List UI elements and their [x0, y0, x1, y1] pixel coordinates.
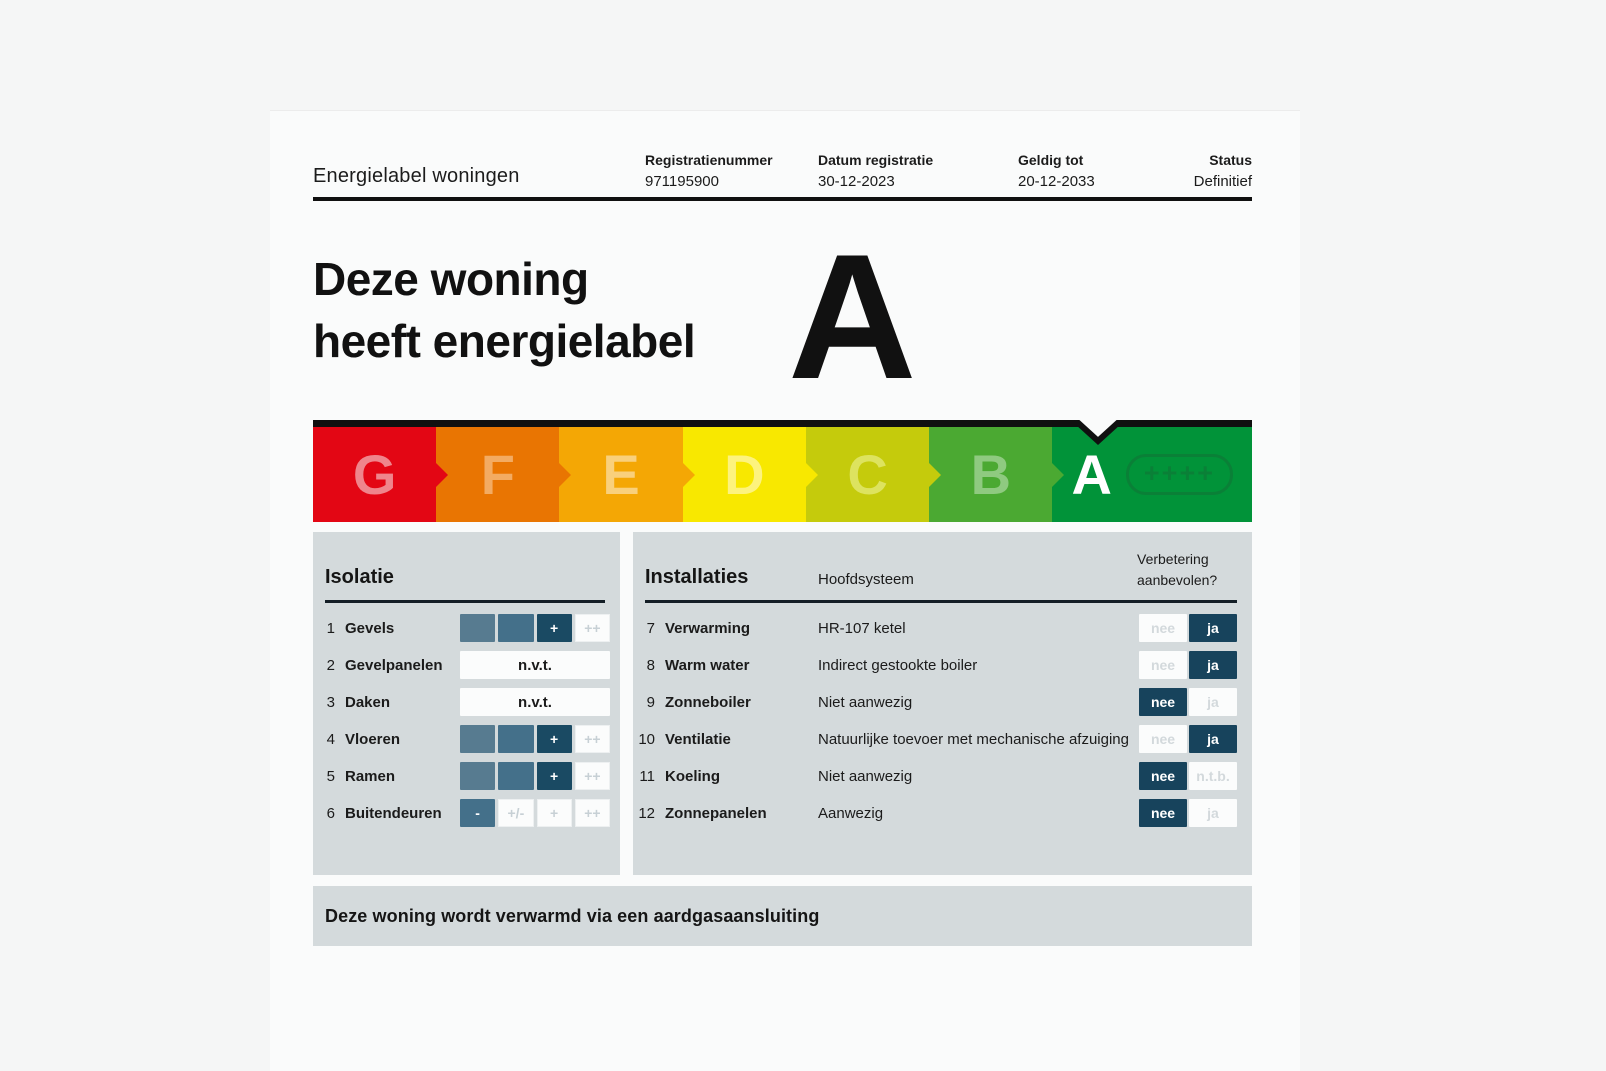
scale-segment-e	[559, 427, 682, 522]
rating-cells	[460, 725, 610, 753]
segment-letter: C	[847, 442, 888, 506]
rating-cell: ++	[575, 762, 610, 790]
row-label: Gevels	[345, 619, 395, 637]
rating-cell	[460, 614, 495, 642]
registration-number-field	[645, 150, 773, 192]
row-number: 12	[638, 804, 655, 822]
ja-badge: ja	[1189, 725, 1237, 753]
installaties-row-verwarming	[633, 614, 1252, 642]
ntb-badge: n.t.b.	[1189, 762, 1237, 790]
rating-cell: ++	[575, 725, 610, 753]
row-number: 1	[326, 619, 335, 637]
row-number: 8	[646, 656, 655, 674]
field-label: Registratienummer	[645, 152, 773, 168]
nee-badge: nee	[1139, 688, 1187, 716]
field-value: 971195900	[645, 173, 719, 190]
row-number: 4	[326, 730, 335, 748]
recommendation-toggle	[1139, 614, 1237, 642]
installaties-row-ventilatie	[633, 725, 1252, 753]
installaties-panel	[633, 532, 1252, 875]
installaties-row-warm-water	[633, 651, 1252, 679]
grade-pointer-icon	[1074, 420, 1122, 447]
scale-segment-c	[806, 427, 929, 522]
nee-badge: nee	[1139, 799, 1187, 827]
isolatie-panel	[313, 532, 620, 875]
system-value: Niet aanwezig	[818, 767, 913, 785]
rating-cells	[460, 614, 610, 642]
rating-cells	[460, 799, 610, 827]
status-field	[1194, 150, 1252, 192]
isolatie-row-vloeren	[313, 725, 620, 753]
isolatie-row-gevelpanelen	[313, 651, 620, 679]
row-number: 5	[326, 767, 335, 785]
recommendation-toggle	[1139, 725, 1237, 753]
segment-letter: E	[602, 442, 640, 506]
row-label: Zonneboiler	[665, 693, 751, 711]
nee-badge: nee	[1139, 614, 1187, 642]
rating-cell: +	[537, 799, 572, 827]
nee-badge: nee	[1139, 725, 1187, 753]
isolatie-heading: Isolatie	[325, 566, 394, 588]
panel-divider	[645, 600, 1237, 603]
not-applicable-box: n.v.t.	[460, 651, 610, 679]
row-number: 9	[646, 693, 655, 711]
row-number: 7	[646, 619, 655, 637]
recommendation-toggle	[1139, 651, 1237, 679]
nee-badge: nee	[1139, 651, 1187, 679]
ja-badge: ja	[1189, 651, 1237, 679]
installaties-rows	[633, 614, 1252, 836]
rating-cell: +	[537, 614, 572, 642]
nee-badge: nee	[1139, 762, 1187, 790]
segment-letter: F	[480, 442, 515, 506]
installaties-row-zonneboiler	[633, 688, 1252, 716]
rating-cell: ++	[575, 614, 610, 642]
recommendation-toggle	[1139, 688, 1237, 716]
row-number: 6	[326, 804, 335, 822]
isolatie-row-ramen	[313, 762, 620, 790]
page-title-line2: heeft energielabel	[313, 315, 696, 367]
row-label: Zonnepanelen	[665, 804, 767, 822]
chevron-right-icon	[558, 462, 571, 488]
heating-info-text: Deze woning wordt verwarmd via een aardgasaansluiting	[325, 905, 820, 926]
segment-letter: B	[970, 442, 1012, 506]
chevron-right-icon	[435, 462, 448, 488]
row-number: 11	[639, 767, 655, 785]
field-value: 20-12-2033	[1018, 173, 1095, 190]
chevron-right-icon	[1051, 462, 1064, 488]
rating-cell: +	[537, 725, 572, 753]
isolatie-row-daken	[313, 688, 620, 716]
rating-cell	[460, 762, 495, 790]
rating-cell	[460, 725, 495, 753]
panel-divider	[325, 600, 605, 603]
row-label: Ramen	[345, 767, 396, 785]
isolatie-row-gevels	[313, 614, 620, 642]
row-label: Koeling	[665, 767, 720, 785]
ja-badge: ja	[1189, 688, 1237, 716]
chevron-right-icon	[805, 462, 818, 488]
row-label: Daken	[345, 693, 391, 711]
document-type-title: Energielabel woningen	[313, 165, 520, 187]
page-title	[313, 248, 695, 372]
system-value: Niet aanwezig	[818, 693, 913, 711]
chevron-right-icon	[928, 462, 941, 488]
installaties-row-koeling	[633, 762, 1252, 790]
recommendation-toggle	[1139, 762, 1237, 790]
valid-until-field	[1018, 150, 1095, 192]
segment-letter: G	[352, 442, 397, 506]
installaties-heading: Installaties	[645, 566, 749, 588]
rating-cell	[498, 725, 533, 753]
row-label: Buitendeuren	[345, 804, 442, 822]
status-badge: Definitief	[1193, 173, 1252, 190]
energy-scale-bar	[313, 420, 1252, 522]
rating-cell: +/-	[498, 799, 533, 827]
row-label: Vloeren	[345, 730, 401, 748]
energy-grade-letter: A	[788, 217, 917, 416]
rating-cell	[498, 762, 533, 790]
system-value: HR-107 ketel	[818, 619, 906, 637]
row-label: Gevelpanelen	[345, 656, 443, 674]
rating-cell	[498, 614, 533, 642]
scale-segment-f	[436, 427, 559, 522]
field-label: Geldig tot	[1018, 152, 1084, 168]
row-label: Verwarming	[665, 619, 751, 637]
rating-cell: -	[460, 799, 495, 827]
system-value: Natuurlijke toevoer met mechanische afzuiging	[818, 730, 1129, 748]
header	[313, 140, 1252, 192]
row-number: 10	[638, 730, 655, 748]
field-label: Status	[1209, 152, 1252, 168]
segment-letter: D	[724, 442, 765, 506]
ja-badge: ja	[1189, 799, 1237, 827]
chevron-right-icon	[682, 462, 695, 488]
hoofdsysteem-column-header: Hoofdsysteem	[818, 571, 914, 588]
scale-segment-d	[683, 427, 806, 522]
row-label: Warm water	[665, 656, 750, 674]
registration-date-field	[818, 150, 933, 192]
system-value: Aanwezig	[818, 804, 884, 822]
rating-cell: ++	[575, 799, 610, 827]
improvement-column-header: Verbetering aanbevolen?	[1137, 551, 1218, 588]
header-divider	[313, 197, 1252, 201]
row-number: 2	[326, 656, 335, 674]
segment-letter: A	[1071, 442, 1112, 506]
isolatie-row-buitendeuren	[313, 799, 620, 827]
installaties-row-zonnepanelen	[633, 799, 1252, 827]
field-label: Datum registratie	[818, 152, 934, 168]
row-label: Ventilatie	[665, 730, 731, 748]
isolatie-rows	[313, 614, 620, 836]
scale-segment-g	[313, 427, 436, 522]
system-value: Indirect gestookte boiler	[818, 656, 978, 674]
ja-badge: ja	[1189, 614, 1237, 642]
recommendation-toggle	[1139, 799, 1237, 827]
page-title-line1: Deze woning	[313, 253, 589, 305]
scale-segment-b	[929, 427, 1052, 522]
field-value: 30-12-2023	[818, 173, 895, 190]
plus-rating-badge: ++++	[1126, 454, 1233, 496]
row-number: 3	[326, 693, 335, 711]
not-applicable-box: n.v.t.	[460, 688, 610, 716]
rating-cells	[460, 762, 610, 790]
rating-cell: +	[537, 762, 572, 790]
heating-info-bar	[313, 886, 1252, 946]
